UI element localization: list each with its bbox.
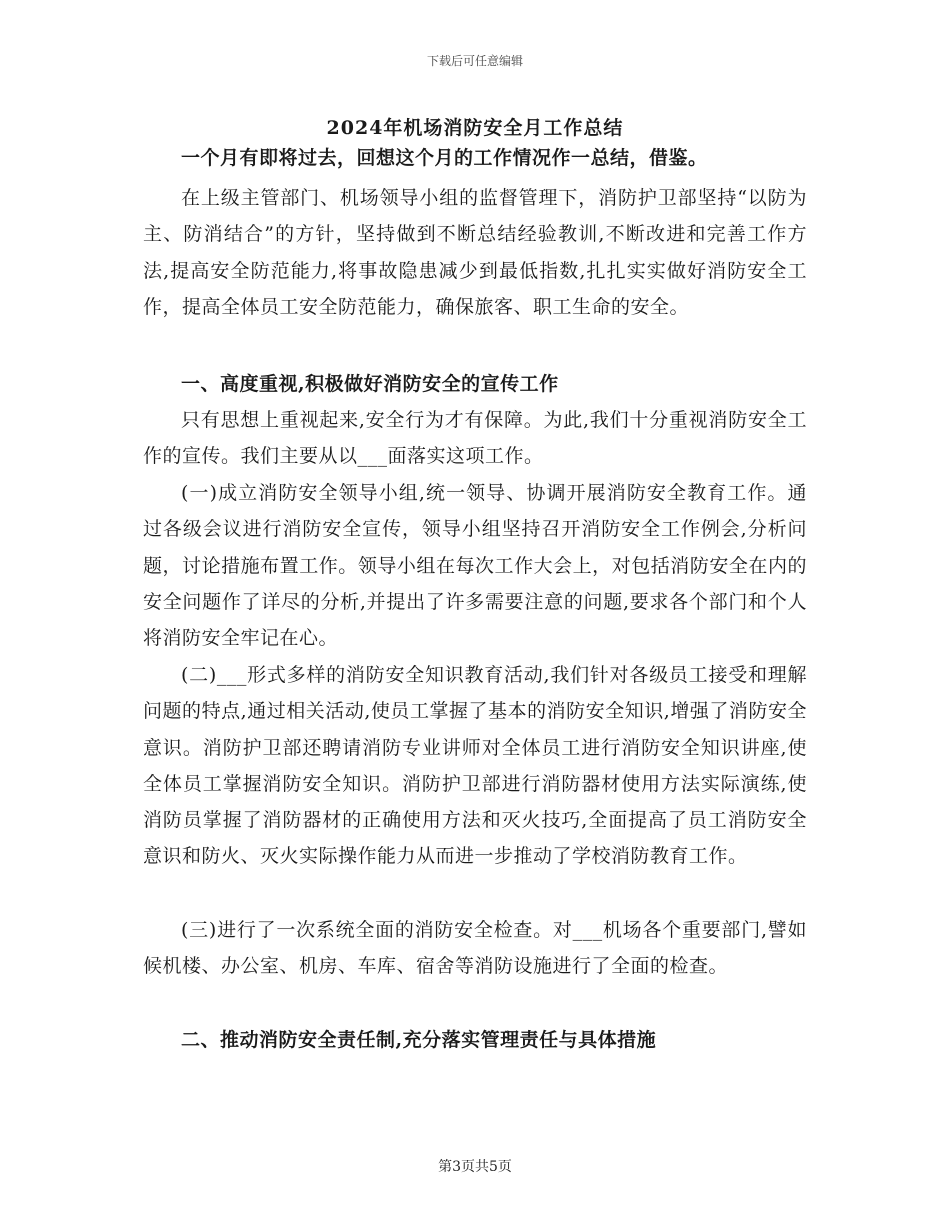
paragraph-4: (二)___形式多样的消防安全知识教育活动,我们针对各级员工接受和理解问题的特点,通过相关活动,使员工掌握了基本的消防安全知识,增强了消防安全意识。消防护卫部还聘请消防专业讲师对全体员工进行消防安全知识讲座,使全体员工掌握消防安全知识。消防护卫部进行消防器材使用方法实际演练,使消防员掌握了消防器材的正确使用方法和灭火技巧,全面提高了员工消防安全意识和防火、灭火实际操作能力从而进一步推动了学校消防教育工作。: [143, 664, 807, 868]
section-heading-2: 二、推动消防安全责任制,充分落实管理责任与具体措施: [181, 1029, 657, 1051]
paragraph-5: (三)进行了一次系统全面的消防安全检查。对___机场各个重要部门,譬如候机楼、办公室、机房、车库、宿舍等消防设施进行了全面的检查。: [143, 919, 807, 978]
section-heading-1: 一、高度重视,积极做好消防安全的宣传工作: [181, 373, 559, 395]
intro-line: 一个月有即将过去，回想这个月的工作情况作一总结，借鉴。: [181, 147, 708, 169]
header-note: 下载后可任意编辑: [426, 54, 523, 68]
paragraph-1: 在上级主管部门、机场领导小组的监督管理下，消防护卫部坚持“以防为主、防消结合”的方针，坚持做到不断总结经验教训,不断改进和完善工作方法,提高安全防范能力,将事故隐患减少到最低指数,扎扎实实做好消防安全工作，提高全体员工安全防范能力，确保旅客、职工生命的安全。: [143, 187, 807, 318]
page-number: 第3页共5页: [438, 1159, 512, 1175]
paragraph-2: 只有思想上重视起来,安全行为才有保障。为此,我们十分重视消防安全工作的宣传。我们主要从以___面落实这项工作。: [143, 409, 807, 468]
paragraph-3: (一)成立消防安全领导小组,统一领导、协调开展消防安全教育工作。通过各级会议进行消防安全宣传，领导小组坚持召开消防安全工作例会,分析问题，讨论措施布置工作。领导小组在每次工作大会上，对包括消防安全在内的安全问题作了详尽的分析,并提出了许多需要注意的问题,要求各个部门和个人将消防安全牢记在心。: [143, 482, 807, 650]
document-title: 2024年机场消防安全月工作总结: [326, 117, 624, 139]
